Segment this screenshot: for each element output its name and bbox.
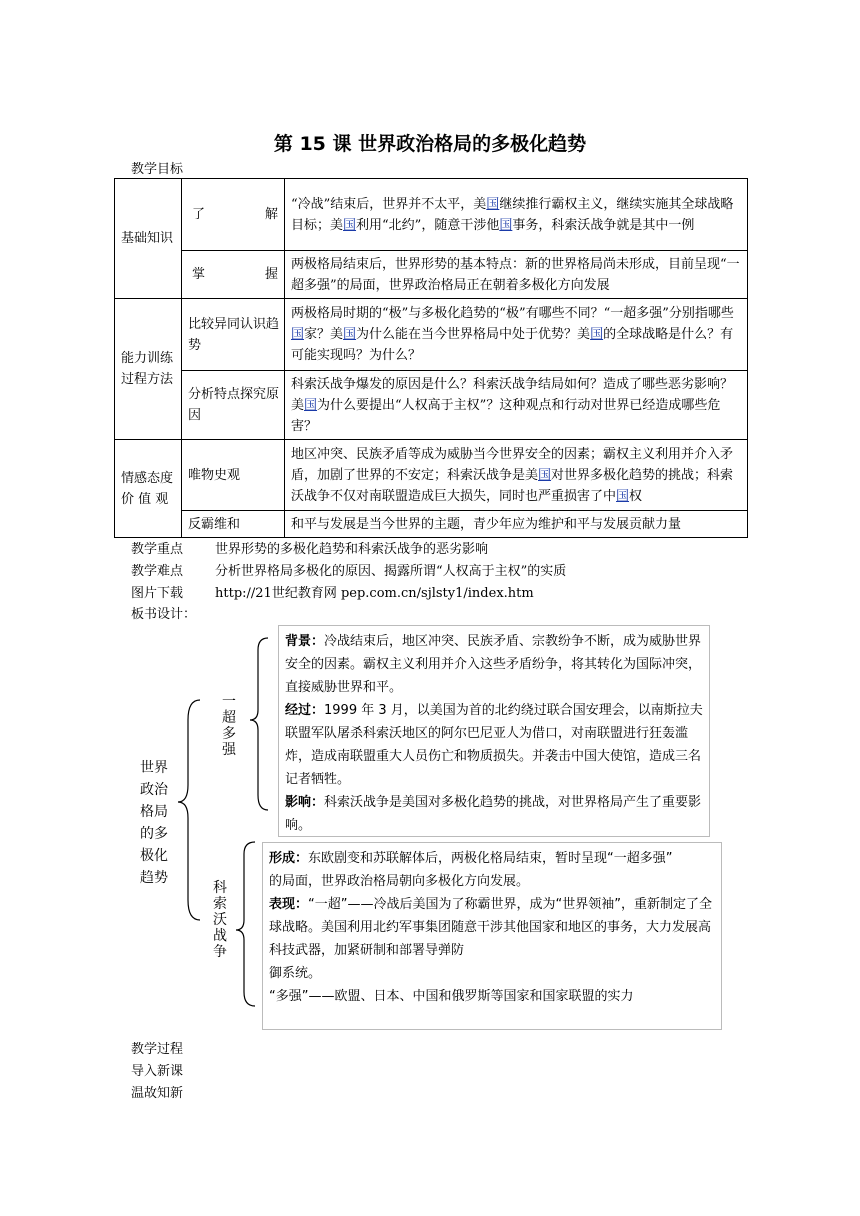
board-main-topic: 世界政治格局的多极化趋势 <box>140 760 168 886</box>
meta-difficulty: 教学难点 分析世界格局多极化的原因、揭露所谓“人权高于主权”的实质 <box>131 564 567 579</box>
goal-analyze-text: 科索沃战争爆发的原因是什么？科索沃战争结局如何？造成了哪些恶劣影响？美国为什么要提出“人权高于主权”？这种观点和行动对世界已经造成哪些危害？ <box>285 371 748 440</box>
goal-anti-hegemony-text: 和平与发展是当今世界的主题，青少年应为维护和平与发展贡献力量 <box>285 511 748 538</box>
meta-image-download: 图片下载 http://21世纪教育网 pep.com.cn/sjlsty1/index.htm <box>131 586 534 601</box>
meta-key-point: 教学重点 世界形势的多极化趋势和科索沃战争的恶劣影响 <box>131 542 489 557</box>
level-master: 掌 握 <box>182 251 285 299</box>
board-label: 板书设计： <box>131 607 197 622</box>
link-guo[interactable]: 国 <box>291 327 305 342</box>
category-basic: 基础知识 <box>115 179 182 299</box>
link-guo[interactable]: 国 <box>538 467 552 483</box>
goal-master-text: 两极格局结束后，世界形势的基本特点：新的世界格局尚未形成，目前呈现“一超多强”的局面，世界政治格局正在朝着多极化方向发展 <box>285 251 748 299</box>
lower-brace <box>236 842 255 1006</box>
box-one-superpower: 形成：东欧剧变和苏联解体后，两极化格局结束，暂时呈现“一超多强” 的局面，世界政治格局朝向多极化方向发展。 表现：“一超”——冷战后美国为了称霸世界，成为“世界领袖”，重新制定了全球战略。美国利用北约军事集团随意干涉其他国家和地区的事务，大力发展高科技武器，加紧研制和部署导弹防 御系统。 “多强”——欧盟、日本、中国和俄罗斯等国家和国家联盟的实力 <box>262 842 722 1030</box>
download-link[interactable]: http://21世纪教育网 pep.com.cn/sjlsty1/index.htm <box>215 586 534 601</box>
link-guo[interactable]: 国 <box>499 217 513 233</box>
process-label: 教学过程 <box>131 1042 184 1057</box>
teaching-goals-table <box>114 178 748 538</box>
box-kosovo-war: 背景：冷战结束后，地区冲突、民族矛盾、宗教纷争不断，成为威胁世界安全的因素。霸权主义利用并介入这些矛盾纷争，将其转化为国际冲突，直接威胁世界和平。 经过：1999 年 3 月，以美国为首的北约绕过联合国安理会，以南斯拉夫联盟军队屠杀科索沃地区的阿尔巴尼亚人为借口，对南联盟进行狂轰滥炸，造成南联盟重大人员伤亡和物质损失。并袭击中国大使馆，造成三名记者牺牲。 影响：科索沃战争是美国对多极化趋势的挑战，对世界格局产生了重要影响。 <box>278 625 710 837</box>
link-guo[interactable]: 国 <box>616 488 630 504</box>
page-title: 第 15 课 世界政治格局的多极化趋势 <box>273 133 587 155</box>
sub-materialism: 唯物史观 <box>182 440 285 511</box>
category-values: 情感态度价 值 观 <box>115 440 182 538</box>
link-guo[interactable]: 国 <box>304 397 318 413</box>
main-brace <box>178 700 200 920</box>
upper-brace <box>250 638 268 810</box>
link-guo[interactable]: 国 <box>590 327 604 342</box>
sub-compare: 比较异同认识趋势 <box>182 299 285 371</box>
sub-anti-hegemony: 反霸维和 <box>182 511 285 538</box>
branch-kosovo-war: 科索沃战争 <box>213 880 227 960</box>
goal-compare-text: 两极格局时期的“极”与多极化趋势的“极”有哪些不同？“一超多强”分别指哪些国家？美国为什么能在当今世界格局中处于优势？美国的全球战略是什么？有可能实现吗？为什么？ <box>285 299 748 371</box>
sub-analyze: 分析特点探究原因 <box>182 371 285 440</box>
review-label: 温故知新 <box>131 1086 184 1101</box>
link-guo[interactable]: 国 <box>343 327 357 342</box>
level-understand: 了 解 <box>182 179 285 251</box>
branch-one-superpower: 一超多强 <box>222 694 236 758</box>
goal-understand-text: “冷战”结束后，世界并不太平，美国继续推行霸权主义，继续实施其全球战略目标；美国利用“北约”，随意干涉他国事务，科索沃战争就是其中一例 <box>285 179 748 251</box>
link-guo[interactable]: 国 <box>486 196 500 212</box>
intro-label: 导入新课 <box>131 1064 184 1079</box>
category-ability: 能力训练过程方法 <box>115 299 182 440</box>
goals-label: 教学目标 <box>131 162 184 177</box>
link-guo[interactable]: 国 <box>343 217 357 233</box>
goal-materialism-text: 地区冲突、民族矛盾等成为威胁当今世界安全的因素；霸权主义利用并介入矛盾，加剧了世界的不安定；科索沃战争是美国对世界多极化趋势的挑战；科索沃战争不仅对南联盟造成巨大损失，同时也严重损害了中国权 <box>285 440 748 511</box>
